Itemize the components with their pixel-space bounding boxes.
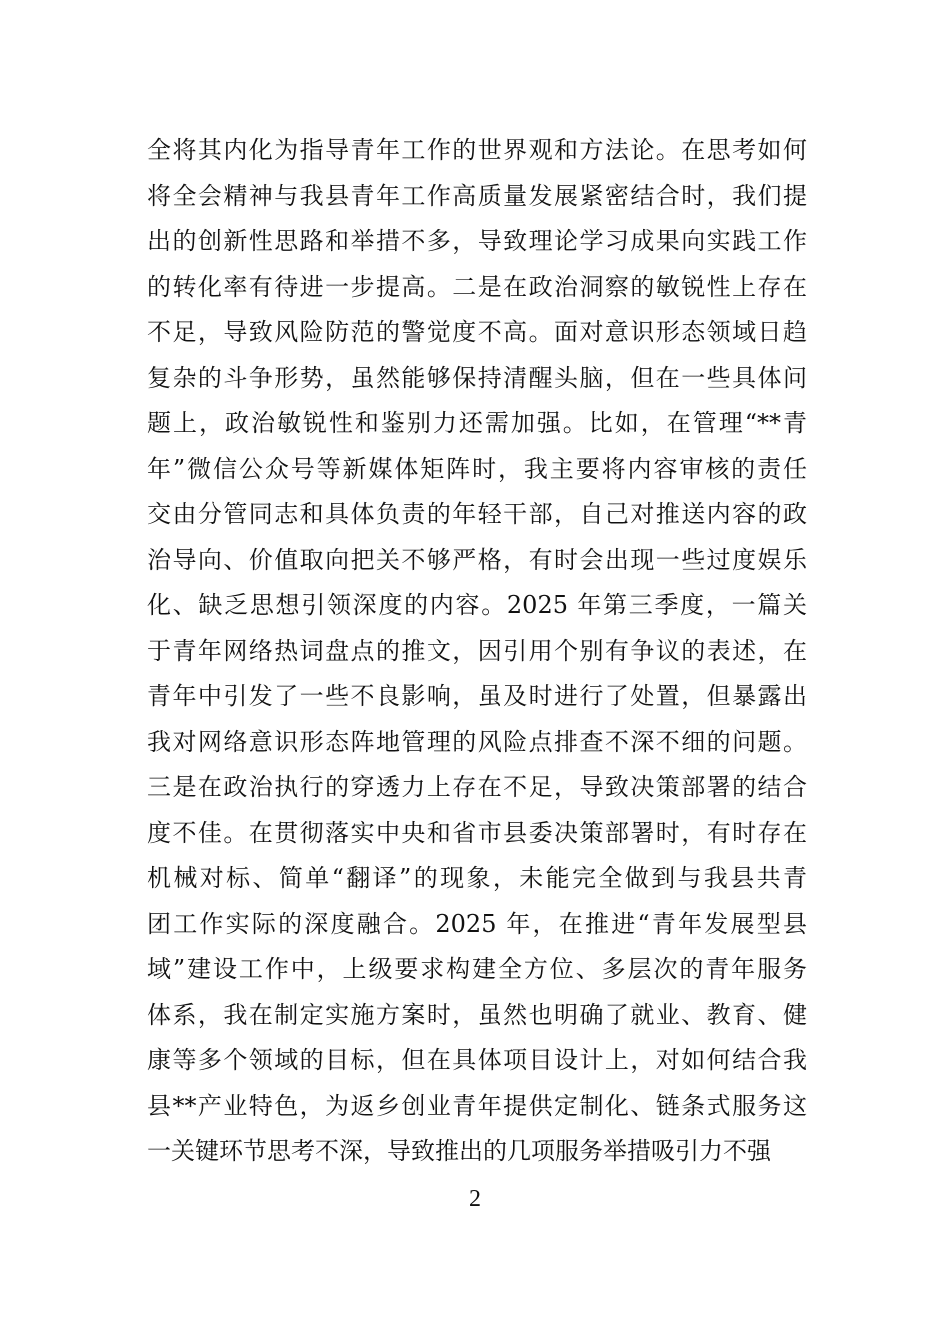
text-line: 题上，政治敏锐性和鉴别力还需加强。比如，在管理“**青 bbox=[147, 409, 807, 437]
text-line: 一关键环节思考不深，导致推出的几项服务举措吸引力不强 bbox=[147, 1137, 771, 1165]
text-line: 全将其内化为指导青年工作的世界观和方法论。在思考如何 bbox=[147, 136, 807, 164]
text-line: 青年中引发了一些不良影响，虽及时进行了处置，但暴露出 bbox=[147, 682, 807, 710]
text-line: 交由分管同志和具体负责的年轻干部，自己对推送内容的政 bbox=[147, 500, 807, 528]
text-line: 治导向、价值取向把关不够严格，有时会出现一些过度娱乐 bbox=[147, 545, 807, 574]
text-line: 三是在政治执行的穿透力上存在不足，导致决策部署的结合 bbox=[147, 773, 807, 801]
text-line: 于青年网络热词盘点的推文，因引用个别有争议的表述，在 bbox=[147, 636, 807, 665]
text-line: 不足，导致风险防范的警觉度不高。面对意识形态领域日趋 bbox=[147, 318, 807, 346]
text-line: 康等多个领域的目标，但在具体项目设计上，对如何结合我 bbox=[147, 1046, 807, 1074]
text-line: 度不佳。在贯彻落实中央和省市县委决策部署时，有时存在 bbox=[147, 818, 807, 847]
text-line: 机械对标、简单“翻译”的现象，未能完全做到与我县共青 bbox=[147, 864, 807, 892]
text-line: 域”建设工作中，上级要求构建全方位、多层次的青年服务 bbox=[147, 955, 807, 983]
text-line: 团工作实际的深度融合。2025 年，在推进“青年发展型县 bbox=[147, 909, 807, 938]
text-line: 出的创新性思路和举措不多，导致理论学习成果向实践工作 bbox=[147, 227, 807, 255]
text-line: 的转化率有待进一步提高。二是在政治洞察的敏锐性上存在 bbox=[147, 272, 807, 301]
text-line: 我对网络意识形态阵地管理的风险点排查不深不细的问题。 bbox=[147, 727, 807, 756]
text-line: 年”微信公众号等新媒体矩阵时，我主要将内容审核的责任 bbox=[147, 454, 807, 483]
body-text bbox=[147, 128, 807, 1175]
text-line: 复杂的斗争形势，虽然能够保持清醒头脑，但在一些具体问 bbox=[147, 363, 807, 392]
text-line: 化、缺乏思想引领深度的内容。2025 年第三季度，一篇关 bbox=[147, 591, 807, 619]
text-line: 将全会精神与我县青年工作高质量发展紧密结合时，我们提 bbox=[147, 181, 807, 210]
text-line: 体系，我在制定实施方案时，虽然也明确了就业、教育、健 bbox=[147, 1000, 807, 1029]
page-number: 2 bbox=[469, 1186, 481, 1212]
text-line: 县**产业特色，为返乡创业青年提供定制化、链条式服务这 bbox=[147, 1091, 807, 1120]
